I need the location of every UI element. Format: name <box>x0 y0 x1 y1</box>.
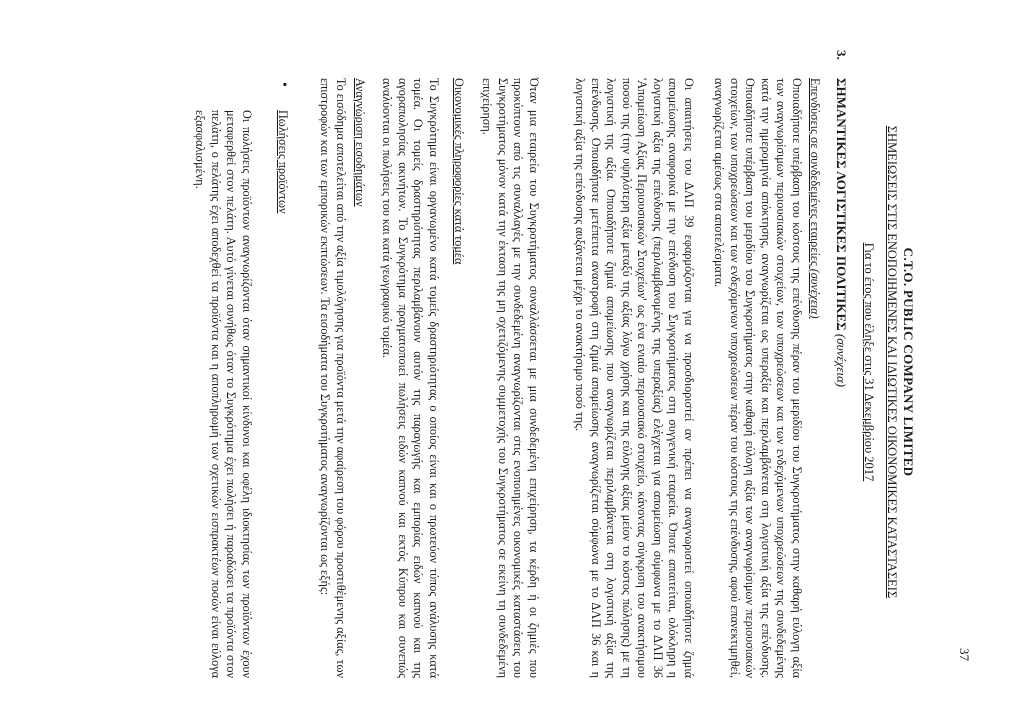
paragraph-transactions-text: Όταν μια εταιρεία του Συγκροτήματος συναλλάσσεται με μια συνδεδεμένη επιχείρηση, τα κέρδη ή οι ζημιές που προκύπτουν από τις συναλλαγές με την συνδεδεμένη αναγνωρίζονται στις ενοποιημένες οικονομικές καταστάσεις του Συγκροτήματος μόνον κατά την έκταση της μη σχετιζόμενης συμμετοχής του Συγκροτήματος σε εκείνη τη συνδεδεμένη επιχείρηση. <box>480 78 541 678</box>
document-period: Για το έτος που έληξε στις 31 Δεκεμβρίου 2017 <box>862 242 876 482</box>
page-number: 37 <box>957 648 972 661</box>
paragraph-segments <box>379 78 441 678</box>
paragraph-impairment <box>572 78 696 678</box>
bullet-marker: • <box>276 82 291 87</box>
subheading-associates <box>807 78 823 319</box>
section-number: 3. <box>834 50 849 60</box>
paragraph-goodwill <box>711 78 804 678</box>
section-title-suffix: (συνέχεια) <box>834 333 849 388</box>
bullet-heading-product-sales: Πωλήσεις προϊόντων <box>276 110 290 214</box>
paragraph-product-sales-text: Οι πωλήσεις προϊόντων αναγνωρίζονται όταν σημαντικοί κίνδυνοι και οφέλη ιδιοκτησίας των προϊόντων έχουν μεταφερθεί στον πελάτη. Αυτό γίνεται συνήθως όταν το Συγκρότημα έχει πωλήσει ή παραδώσει τα προϊόντα στον πελάτη, ο πελάτης έχει αποδεχθεί τα προϊόντα και η αποπληρωμή των σχετικών εισπρακτέων ποσών είναι εύλογα εξασφαλισμένη. <box>193 110 254 678</box>
subheading-segments: Οικονομικές πληροφορίες κατά τομέα <box>452 78 466 265</box>
paragraph-revenue <box>317 78 348 678</box>
paragraph-segments-text: Το Συγκρότημα είναι οργανωμένο κατά τομείς δραστηριότητας ο οποίος είναι και ο πρωτεύον τύπος ανάλυσης κατά τομέα. Οι τομείς δραστηριότητας περιλαμβάνουν αυτόν της παραγωγής και εμπορίας ειδών καπνού και της αγοραπωλησίας ακινήτων. Το Συγκρότημα πραγματοποιεί πωλήσεις ειδών καπνού και εκτός Κύπρου και συνεπώς αναλύονται οι πωλήσεις του και κατά γεωγραφικό τομέα. <box>380 78 441 678</box>
subheading-associates-text: Επενδύσεις σε συνδεδεμένες εταιρείες <box>808 78 822 266</box>
paragraph-transactions <box>479 78 541 678</box>
section-title <box>834 78 850 387</box>
section-title-text: ΣΗΜΑΝΤΙΚΕΣ ΛΟΓΙΣΤΙΚΕΣ ΠΟΛΙΤΙΚΕΣ <box>834 78 849 331</box>
subheading-associates-suffix: (συνέχεια) <box>808 268 822 319</box>
company-name: C.T.O. PUBLIC COMPANY LIMITED <box>901 247 916 477</box>
paragraph-impairment-text: Οι απαιτήσεις του ΔΛΠ 39 εφαρμόζονται για να προσδιοριστεί αν πρέπει να αναγνωριστεί οποιαδήποτε ζημιά απομείωσης αναφορικά με την επένδυση του Συγκροτήματος στη συγγενική εταιρεία. Όποτε απαιτείται, ολόκληρη η λογιστική αξία της επένδυσης (περιλαμβανομένης της υπεραξίας) ελέγχεται για απομείωση σύμφωνα με το ΔΛΠ 36 'Απομείωση Αξίας Περιουσιακών Στοιχείων' ως ένα ενιαίο περιουσιακό στοιχείο, κάνοντας σύγκριση του ανακτήσιμου ποσού της (την υψηλότερη αξία μεταξύ της αξίας λόγω χρήσης και της εύλογης αξίας μείον το κόστος πώλησης) με τη λογιστική της αξία. Οποιαδήποτε ζημιά απομείωσης που αναγνωρίζεται περιλαμβάνεται στη λογιστική αξία της επένδυσης. Οποιαδήποτε μετέπειτα αναστροφή στη ζημιά απομείωσης αναγνωρίζεται σύμφωνα με το ΔΛΠ 36 και η λογιστική αξία της επένδυσης αυξάνεται μέχρι το ανακτήσιμο ποσό της. <box>573 78 696 678</box>
subheading-revenue: Αναγνώριση εισοδημάτων <box>353 78 367 207</box>
paragraph-revenue-text: Το εισόδημα αποτελείται από την αξία τιμολόγησης για προϊόντα μετά την αφαίρεση του φόρου προστιθέμενης αξίας, των επιστροφών και των εμπορικών εκπτώσεων. Τα εισοδήματα του Συγκροτήματος αναγνωρίζονται ως εξής: <box>318 78 348 678</box>
paragraph-goodwill-text: Οποιαδήποτε υπέρβαση του κόστους της επένδυσης πέραν του μεριδίου του Συγκροτήματος στην καθαρή εύλογη αξία των αναγνωρίσιμων περιουσιακών στοιχείων, των υποχρεώσεων και των ενδεχόμενων υποχρεώσεων της συνδεδεμένης κατά την ημερομηνία απόκτησης, αναγνωρίζεται ως υπεραξία και περιλαμβάνεται στη λογιστική αξία της επένδυσης. Οποιαδήποτε υπέρβαση του μεριδίου του Συγκροτήματος στην καθαρή εύλογη αξία των αναγνωρίσιμων περιουσιακών στοιχείων, των υποχρεώσεων και των ενδεχόμενων υποχρεώσεων πέραν του κόστους της επένδυσης, αφού επανεκτιμηθεί, αναγνωρίζεται αμέσως στα αποτελέσματα. <box>712 78 804 678</box>
document-title: ΣΗΜΕΙΩΣΕΙΣ ΣΤΙΣ ΕΝΟΠΟΙΗΜΕΝΕΣ ΚΑΙ ΙΔΙΩΤΙΚΕΣ ΟΙΚΟΝΟΜΙΚΕΣ ΚΑΤΑΣΤΑΣΕΙΣ <box>885 125 899 599</box>
paragraph-product-sales <box>180 110 266 678</box>
